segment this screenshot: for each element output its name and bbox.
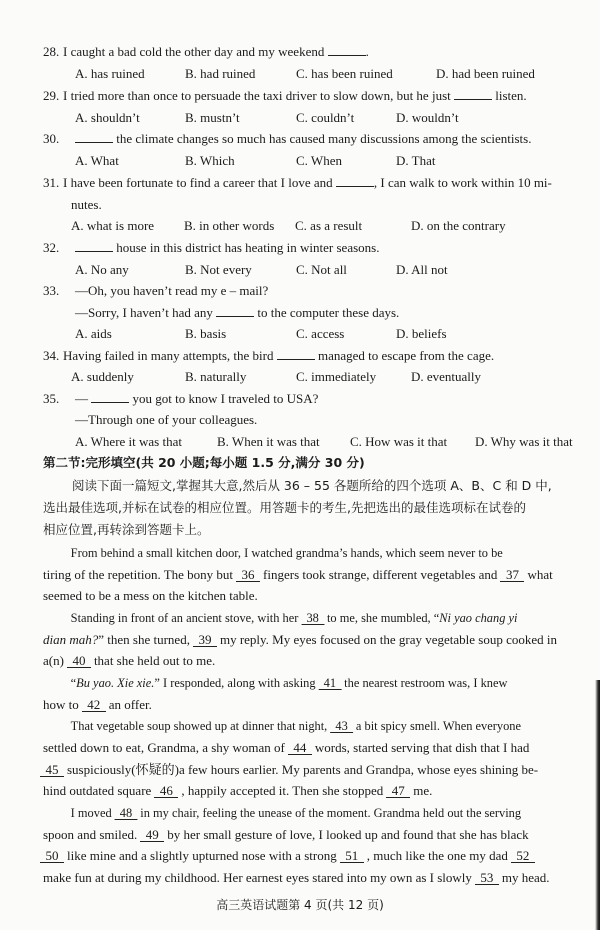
section-title: 第二节:完形填空(共 20 小题;每小题 1.5 分,满分 30 分) — [43, 455, 365, 470]
question-33 — [43, 283, 268, 299]
question-number: 30. — [43, 131, 60, 146]
passage-text: what — [527, 567, 553, 582]
question-30 — [43, 131, 531, 147]
question-text-end: , I can walk to work within 10 mi- — [373, 175, 552, 190]
passage-text: make fun at during my childhood. Her earnest eyes stared into my own as I slowly — [43, 870, 472, 885]
cloze-blank-44: 44 — [288, 741, 312, 755]
passage-line — [43, 827, 580, 843]
question-text-continued: nutes. — [71, 197, 102, 212]
question-34 — [43, 348, 494, 364]
passage-text: That vegetable soup showed up at dinner that night, — [70, 718, 328, 733]
option-d[interactable]: D. That — [396, 153, 436, 168]
passage-text: in my chair, feeling the unease of the moment. Grandma held out the serving — [140, 805, 522, 820]
passage-text: the nearest restroom was, I knew — [344, 675, 508, 690]
passage-text: ” I responded, along with asking — [154, 675, 316, 690]
option-c[interactable]: C. access — [296, 326, 345, 341]
cloze-blank-45: 45 — [40, 763, 64, 777]
dialogue-text: —Sorry, I haven’t had any — [75, 305, 217, 320]
passage-text: fingers took strange, different vegetables and — [263, 567, 498, 582]
passage-text: like mine and a slightly upturned nose with a strong — [67, 848, 337, 863]
option-a[interactable]: A. what is more — [71, 218, 155, 233]
option-b[interactable]: B. had ruined — [185, 66, 256, 81]
option-d[interactable]: D. on the contrary — [411, 218, 506, 233]
quote-mark: “ — [70, 675, 77, 690]
answer-blank — [454, 88, 492, 100]
cloze-blank-46: 46 — [154, 784, 178, 798]
dialogue-text: —Through one of your colleagues. — [75, 412, 258, 427]
passage-text: a(n) — [43, 653, 64, 668]
option-a[interactable]: A. What — [75, 153, 119, 168]
passage-text: tiring of the repetition. The bony but — [43, 567, 234, 582]
passage-text: , happily accepted it. Then she stopped — [181, 783, 384, 798]
question-text: —Oh, you haven’t read my e – mail? — [75, 283, 269, 298]
option-b[interactable]: B. in other words — [184, 218, 275, 233]
passage-line — [43, 675, 583, 691]
option-d[interactable]: D. Why was it that — [475, 434, 573, 449]
option-c[interactable]: C. couldn’t — [296, 110, 355, 125]
question-number: 33. — [43, 283, 60, 298]
option-c[interactable]: C. Not all — [296, 262, 347, 277]
passage-text: hind outdated square — [43, 783, 152, 798]
cloze-blank-42: 42 — [82, 698, 106, 712]
passage-text: my reply. My eyes focused on the gray vegetable soup cooked in — [219, 632, 558, 647]
option-a[interactable]: A. has ruined — [75, 66, 145, 81]
passage-text: to me, she mumbled, “ — [326, 610, 440, 625]
answer-blank — [216, 305, 254, 317]
passage-line — [43, 762, 580, 778]
question-number: 34. — [43, 348, 60, 363]
passage-line — [43, 653, 580, 669]
question-31 — [43, 175, 552, 191]
option-c[interactable]: C. as a result — [295, 218, 363, 233]
passage-line — [43, 740, 580, 756]
option-b[interactable]: B. naturally — [185, 369, 247, 384]
question-number: 31. — [43, 175, 60, 190]
cloze-blank-47: 47 — [386, 784, 410, 798]
option-a[interactable]: A. shouldn’t — [75, 110, 140, 125]
section-instructions-line: 相应位置,再转涂到答题卡上。 — [43, 522, 210, 537]
option-c[interactable]: C. immediately — [296, 369, 377, 384]
passage-text: that she held out to me. — [93, 653, 216, 668]
cloze-blank-48: 48 — [115, 806, 138, 820]
passage-text: spoon and smiled. — [43, 827, 138, 842]
cloze-blank-41: 41 — [318, 676, 341, 690]
question-32 — [43, 240, 379, 256]
option-d[interactable]: D. had been ruined — [436, 66, 535, 81]
question-text-end: you got to know I traveled to USA? — [129, 391, 319, 406]
cloze-blank-51: 51 — [340, 849, 364, 863]
pinyin-quote: dian mah? — [43, 632, 99, 647]
question-29 — [43, 88, 527, 104]
passage-text: , much like the one my dad — [366, 848, 508, 863]
passage-text: an offer. — [108, 697, 152, 712]
cloze-blank-37: 37 — [500, 568, 524, 582]
passage-line — [43, 610, 583, 626]
option-d[interactable]: D. All not — [396, 262, 448, 277]
option-a[interactable]: A. aids — [75, 326, 112, 341]
question-text: the climate changes so much has caused many discussions among the scientists. — [113, 131, 532, 146]
question-number: 35. — [43, 391, 60, 406]
answer-blank — [277, 348, 315, 360]
passage-line — [43, 870, 580, 886]
option-a[interactable]: A. Where it was that — [75, 434, 182, 449]
cloze-blank-39: 39 — [193, 633, 217, 647]
section-instructions-line: 阅读下面一篇短文,掌握其大意,然后从 36 – 55 各题所给的四个选项 A、B、C 和 D 中, — [72, 478, 552, 493]
question-text: I have been fortunate to find a career that I love and — [63, 175, 336, 190]
passage-line — [43, 567, 580, 583]
option-c[interactable]: C. has been ruined — [296, 66, 393, 81]
passage-text: my head. — [501, 870, 550, 885]
cloze-blank-36: 36 — [236, 568, 260, 582]
question-text-end: . — [365, 44, 369, 59]
passage-text: words, started serving that dish that I had — [314, 740, 530, 755]
passage-text: suspiciously(怀疑的)a few hours earlier. My parents and Grandpa, whose eyes shining be- — [67, 762, 539, 777]
passage-line — [43, 632, 580, 648]
pinyin-quote: Ni yao chang yi — [439, 610, 518, 625]
question-28 — [43, 44, 369, 60]
cloze-blank-40: 40 — [67, 654, 91, 668]
passage-line — [43, 697, 580, 713]
answer-blank — [75, 131, 113, 143]
passage-text: From behind a small kitchen door, I watched grandma’s hands, which seem never to be — [70, 545, 503, 560]
section-instructions-line: 选出最佳选项,并标在试卷的相应位置。用答题卡的考生,先把选出的最佳选项标在试卷的 — [43, 500, 526, 515]
passage-line — [43, 545, 583, 561]
cloze-blank-50: 50 — [40, 849, 64, 863]
question-number: 28. — [43, 44, 60, 59]
passage-text: how to — [43, 697, 79, 712]
passage-text: a bit spicy smell. When everyone — [355, 718, 522, 733]
option-d[interactable]: D. eventually — [411, 369, 482, 384]
dialogue-text-end: to the computer these days. — [254, 305, 400, 320]
passage-text: by her small gesture of love, I looked up and found that she has black — [167, 827, 529, 842]
option-a[interactable]: A. suddenly — [71, 369, 134, 384]
question-number: 32. — [43, 240, 60, 255]
answer-blank — [91, 391, 129, 403]
passage-text: settled down to eat, Grandma, a shy woman of — [43, 740, 285, 755]
question-text: I caught a bad cold the other day and my weekend — [63, 44, 328, 59]
passage-text: seemed to be a mess on the kitchen table. — [43, 588, 258, 603]
passage-line — [43, 588, 580, 604]
passage-text: Standing in front of an ancient stove, with her — [70, 610, 299, 625]
question-35 — [43, 391, 318, 407]
question-text: house in this district has heating in winter seasons. — [113, 240, 380, 255]
option-b[interactable]: B. Not every — [185, 262, 252, 277]
cloze-blank-49: 49 — [140, 828, 164, 842]
answer-blank — [75, 240, 113, 252]
answer-blank — [336, 175, 374, 187]
option-d[interactable]: D. beliefs — [396, 326, 447, 341]
question-text-end: managed to escape from the cage. — [314, 348, 495, 363]
question-text-end: listen. — [491, 88, 527, 103]
passage-text: ” then she turned, — [98, 632, 190, 647]
passage-text: me. — [413, 783, 433, 798]
passage-line — [43, 718, 583, 734]
cloze-blank-53: 53 — [475, 871, 499, 885]
question-number: 29. — [43, 88, 60, 103]
answer-blank — [328, 44, 366, 56]
option-b[interactable]: B. mustn’t — [185, 110, 240, 125]
option-c[interactable]: C. How was it that — [350, 434, 448, 449]
cloze-blank-43: 43 — [330, 719, 353, 733]
option-d[interactable]: D. wouldn’t — [396, 110, 459, 125]
option-a[interactable]: A. No any — [75, 262, 129, 277]
passage-line — [43, 848, 580, 864]
passage-line — [43, 783, 580, 799]
option-c[interactable]: C. When — [296, 153, 342, 168]
question-text: — — [75, 391, 92, 406]
option-b[interactable]: B. When it was that — [217, 434, 320, 449]
option-b[interactable]: B. basis — [185, 326, 227, 341]
scan-edge-shadow — [595, 680, 600, 930]
passage-text: I moved — [70, 805, 112, 820]
page-footer: 高三英语试题第 4 页(共 12 页) — [216, 898, 384, 912]
passage-line — [43, 805, 583, 821]
question-text: I tried more than once to persuade the taxi driver to slow down, but he just — [63, 88, 454, 103]
question-text: Having failed in many attempts, the bird — [63, 348, 277, 363]
cloze-blank-52: 52 — [511, 849, 535, 863]
option-b[interactable]: B. Which — [185, 153, 235, 168]
question-33-response — [75, 305, 399, 321]
cloze-blank-38: 38 — [301, 611, 324, 625]
pinyin-quote: Bu yao. Xie xie. — [76, 675, 155, 690]
